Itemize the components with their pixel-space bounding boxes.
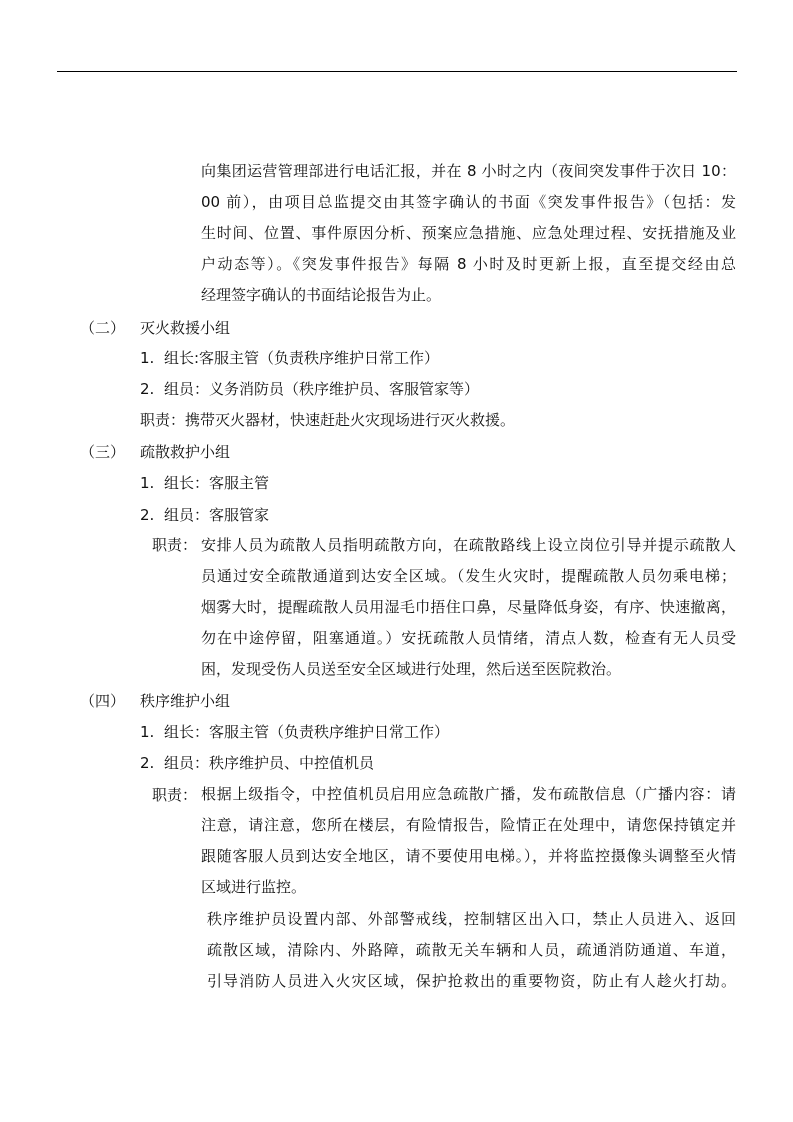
duty-line: 根据上级指令，中控值机员启用应急疏散广播，发布疏散信息（广播内容：请 (201, 785, 736, 803)
duty-line: 注意，请注意，您所在楼层，有险情报告，险情正在处理中，请您保持镇定并 (201, 816, 736, 834)
duty-line: 困，发现受伤人员送至安全区域进行处理，然后送至医院救治。 (201, 660, 622, 678)
paragraph-line: 00 前），由项目总监提交由其签字确认的书面《突发事件报告》（包括：发 (201, 193, 736, 211)
duty-line: 安排人员为疏散人员指明疏散方向，在疏散路线上设立岗位引导并提示疏散人 (201, 536, 736, 554)
section-number: （二） (80, 319, 126, 337)
extra-line: 秩序维护员设置内部、外部警戒线，控制辖区出入口，禁止人员进入、返回 (207, 910, 736, 928)
paragraph-continuation (201, 156, 736, 311)
list-item-text: 组员：客服管家 (164, 506, 270, 524)
list-item-text: 组员：义务消防员（秩序维护员、客服管家等） (164, 380, 480, 398)
section-number: （四） (80, 692, 126, 710)
paragraph-line: 向集团运营管理部进行电话汇报，并在 8 小时之内（夜间突发事件于次日 10： (201, 162, 736, 180)
paragraph-line: 户动态等）。《突发事件报告》每隔 8 小时及时更新上报，直至提交经由总 (201, 255, 736, 273)
list-item-number: 1. (140, 474, 155, 492)
duty-label: 职责： (152, 786, 198, 804)
duty-line: 跟随客服人员到达安全地区，请不要使用电梯。），并将监控摄像头调整至火情 (201, 847, 736, 865)
duty-line: 勿在中途停留，阻塞通道。）安抚疏散人员情绪，清点人数，检查有无人员受 (201, 629, 736, 647)
section-title: 灭火救援小组 (140, 319, 231, 337)
list-item-text: 组长：客服主管（负责秩序维护日常工作） (164, 723, 450, 741)
extra-line: 疏散区域，清除内、外路障，疏散无关车辆和人员，疏通消防通道、车道， (207, 941, 736, 959)
list-item-number: 1. (140, 349, 155, 367)
list-item-number: 1. (140, 723, 155, 741)
duty-line: 员通过安全疏散通道到达安全区域。（发生火灾时，提醒疏散人员勿乘电梯； (201, 567, 736, 585)
list-item-text: 组长:客服主管（负责秩序维护日常工作） (164, 349, 440, 367)
list-item-number: 2. (140, 380, 155, 398)
paragraph-line: 经理签字确认的书面结论报告为止。 (201, 286, 442, 304)
extra-line: 引导消防人员进入火灾区域，保护抢救出的重要物资，防止有人趁火打劫。 (207, 972, 736, 990)
section-title: 疏散救护小组 (140, 443, 231, 461)
list-item-text: 组长：客服主管 (164, 474, 270, 492)
duty-text: 职责：携带灭火器材，快速赶赴火灾现场进行灭火救援。 (140, 411, 516, 429)
paragraph-line: 生时间、位置、事件原因分析、预案应急措施、应急处理过程、安抚措施及业 (201, 224, 736, 242)
duty-paragraph (201, 530, 736, 685)
duty-label: 职责： (152, 536, 198, 554)
duty-line: 烟雾大时，提醒疏散人员用湿毛巾捂住口鼻，尽量降低身姿，有序、快速撤离， (201, 598, 736, 616)
list-item-number: 2. (140, 506, 155, 524)
list-item-text: 组员：秩序维护员、中控值机员 (164, 754, 375, 772)
list-item-number: 2. (140, 754, 155, 772)
duty-paragraph (201, 779, 736, 903)
section-title: 秩序维护小组 (140, 692, 231, 710)
extra-paragraph (207, 904, 736, 997)
duty-line: 区域进行监控。 (201, 878, 307, 896)
section-number: （三） (80, 443, 126, 461)
header-rule (57, 71, 737, 72)
